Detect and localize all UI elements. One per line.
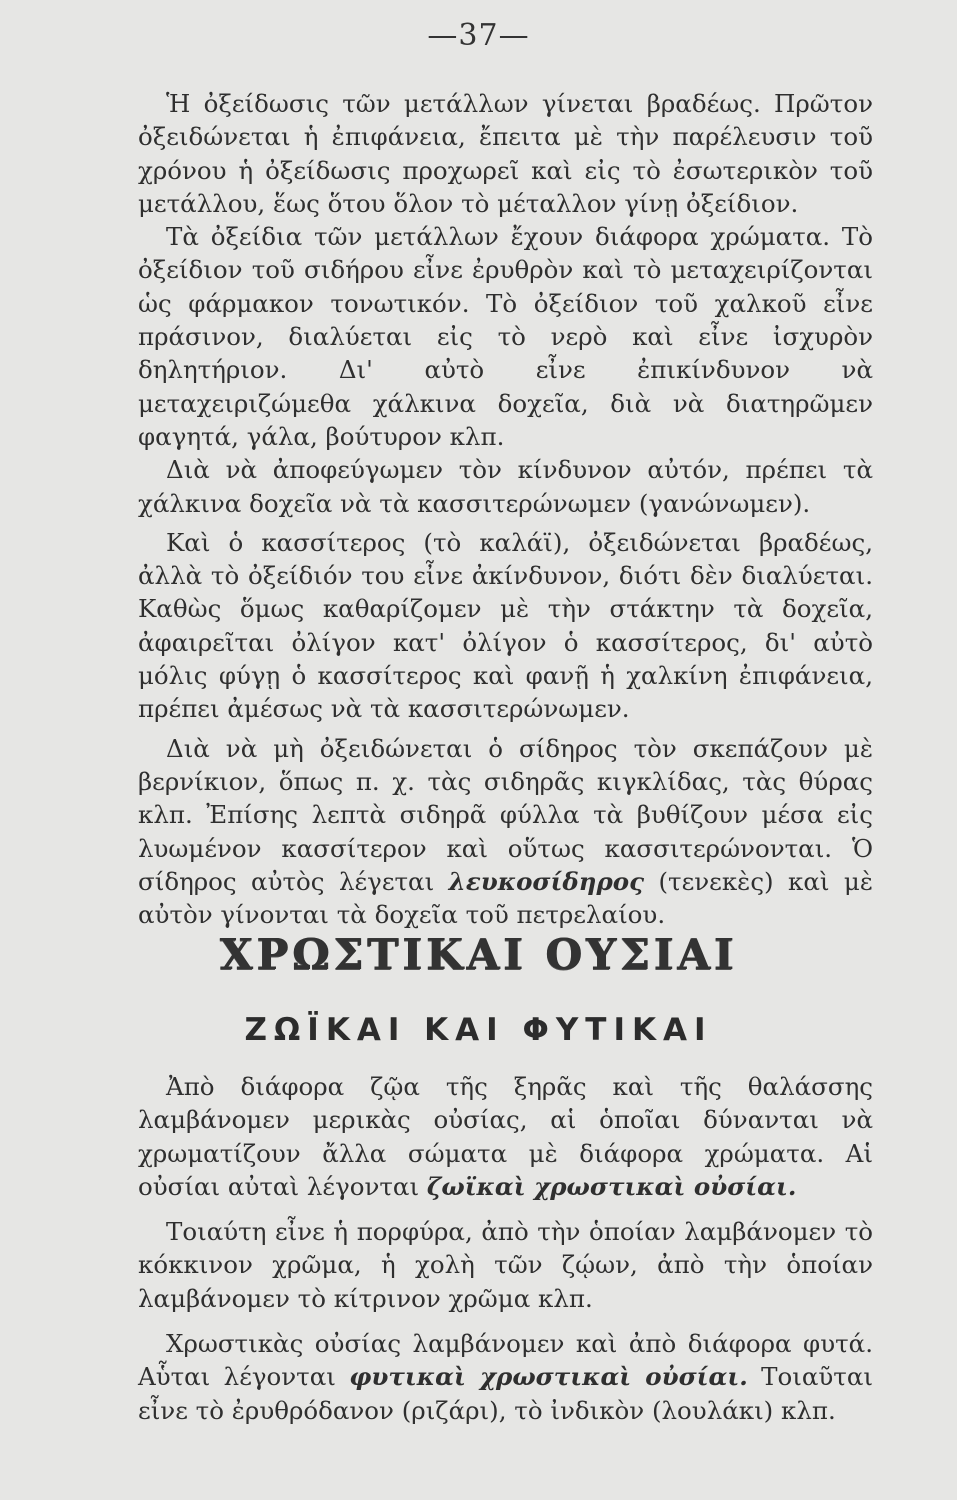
section-heading: ΧΡΩΣΤΙΚΑΙ ΟΥΣΙΑΙ	[219, 930, 738, 979]
paragraph	[138, 1327, 873, 1427]
defined-term: λευκοσίδηρος	[448, 866, 645, 896]
paragraph-text: Τοιαῦται εἶνε τὸ ἐρυθρόδανον (ριζάρι), τὸ ἰνδικὸν (λουλάκι) κλπ.	[138, 1362, 873, 1425]
section-dyes-text	[138, 1070, 873, 1427]
defined-term: ζωϊκαὶ χρωστικαὶ οὐσίαι.	[426, 1171, 797, 1201]
paragraph: Καὶ ὁ κασσίτερος (τὸ καλάϊ), ὀξειδώνεται βραδέως, ἀλλὰ τὸ ὀξείδιόν του εἶνε ἀκίνδυνον, διότι δὲν διαλύεται. Καθὼς ὅμως καθαρίζομεν μὲ τὴν στάκτην τὰ δοχεῖα, ἀφαιρεῖται ὀλίγον κατ' ὀλίγον ὁ κασσίτερος, δι' αὐτὸ μόλις φύγῃ ὁ κασσίτερος καὶ φανῇ ἡ χαλκίνη ἐπιφάνεια, πρέπει ἀμέσως νὰ τὰ κασσιτερώνωμεν.	[138, 527, 873, 724]
section-oxidation-text	[138, 87, 873, 931]
paragraph-text: Χρωστικὰς οὐσίας λαμβάνομεν καὶ ἀπὸ διάφορα φυτά. Αὗται λέγονται	[138, 1329, 873, 1392]
page-number: —37—	[427, 18, 530, 53]
paragraph	[138, 732, 873, 932]
paragraph	[138, 1070, 873, 1203]
section-subheading: ΖΩΪΚΑΙ ΚΑΙ ΦΥΤΙΚΑΙ	[244, 1012, 713, 1048]
paragraph: Τοιαύτη εἶνε ἡ πορφύρα, ἀπὸ τὴν ὁποίαν λαμβάνομεν τὸ κόκκινον χρῶμα, ἡ χολὴ τῶν ζῴων, ἀπὸ τὴν ὁποίαν λαμβάνομεν τὸ κίτρινον χρῶμα κλπ.	[138, 1217, 873, 1313]
paragraph: Ἡ ὀξείδωσις τῶν μετάλλων γίνεται βραδέως. Πρῶτον ὀξειδώνεται ἡ ἐπιφάνεια, ἔπειτα μὲ τὴν παρέλευσιν τοῦ χρόνου ἡ ὀξείδωσις προχωρεῖ καὶ εἰς τὸ ἐσωτερικὸν τοῦ μετάλλου, ἕως ὅτου ὅλον τὸ μέταλλον γίνῃ ὀξείδιον.	[138, 89, 873, 218]
paragraph: Διὰ νὰ ἀποφεύγωμεν τὸν κίνδυνον αὐτόν, πρέπει τὰ χάλκινα δοχεῖα νὰ τὰ κασσιτερώνωμεν (γανώνωμεν).	[138, 455, 873, 518]
paragraph-text: Ἀπὸ διάφορα ζῷα τῆς ξηρᾶς καὶ τῆς θαλάσσης λαμβάνομεν μερικὰς οὐσίας, αἱ ὁποῖαι δύνανται νὰ χρωματίζουν ἄλλα σώματα μὲ διάφορα χρώματα. Αἱ οὐσίαι αὐταὶ λέγονται	[138, 1072, 873, 1201]
paragraph: Τὰ ὀξείδια τῶν μετάλλων ἔχουν διάφορα χρώματα. Τὸ ὀξείδιον τοῦ σιδήρου εἶνε ἐρυθρὸν καὶ τὸ μεταχειρίζονται ὡς φάρμακον τονωτικόν. Τὸ ὀξείδιον τοῦ χαλκοῦ εἶνε πράσινον, διαλύεται εἰς τὸ νερὸ καὶ εἶνε ἰσχυρὸν δηλητήριον. Δι' αὐτὸ εἶνε ἐπικίνδυνον νὰ μεταχειριζώμεθα χάλκινα δοχεῖα, διὰ νὰ διατηρῶμεν φαγητά, γάλα, βούτυρον κλπ.	[138, 222, 873, 451]
paragraph-text: Διὰ νὰ μὴ ὀξειδώνεται ὁ σίδηρος τὸν σκεπάζουν μὲ βερνίκιον, ὅπως π. χ. τὰς σιδηρᾶς κιγκλίδας, τὰς θύρας κλπ. Ἐπίσης λεπτὰ σιδηρᾶ φύλλα τὰ βυθίζουν μέσα εἰς λυωμένον κασσίτερον καὶ οὕτως κασσιτερώνονται. Ὁ σίδηρος αὐτὸς λέγεται	[138, 733, 873, 896]
defined-term: φυτικαὶ χρωστικαὶ οὐσίαι.	[349, 1362, 748, 1392]
paragraph-text: (τενεκὲς) καὶ μὲ αὐτὸν γίνονται τὰ δοχεῖα τοῦ πετρελαίου.	[138, 866, 873, 930]
